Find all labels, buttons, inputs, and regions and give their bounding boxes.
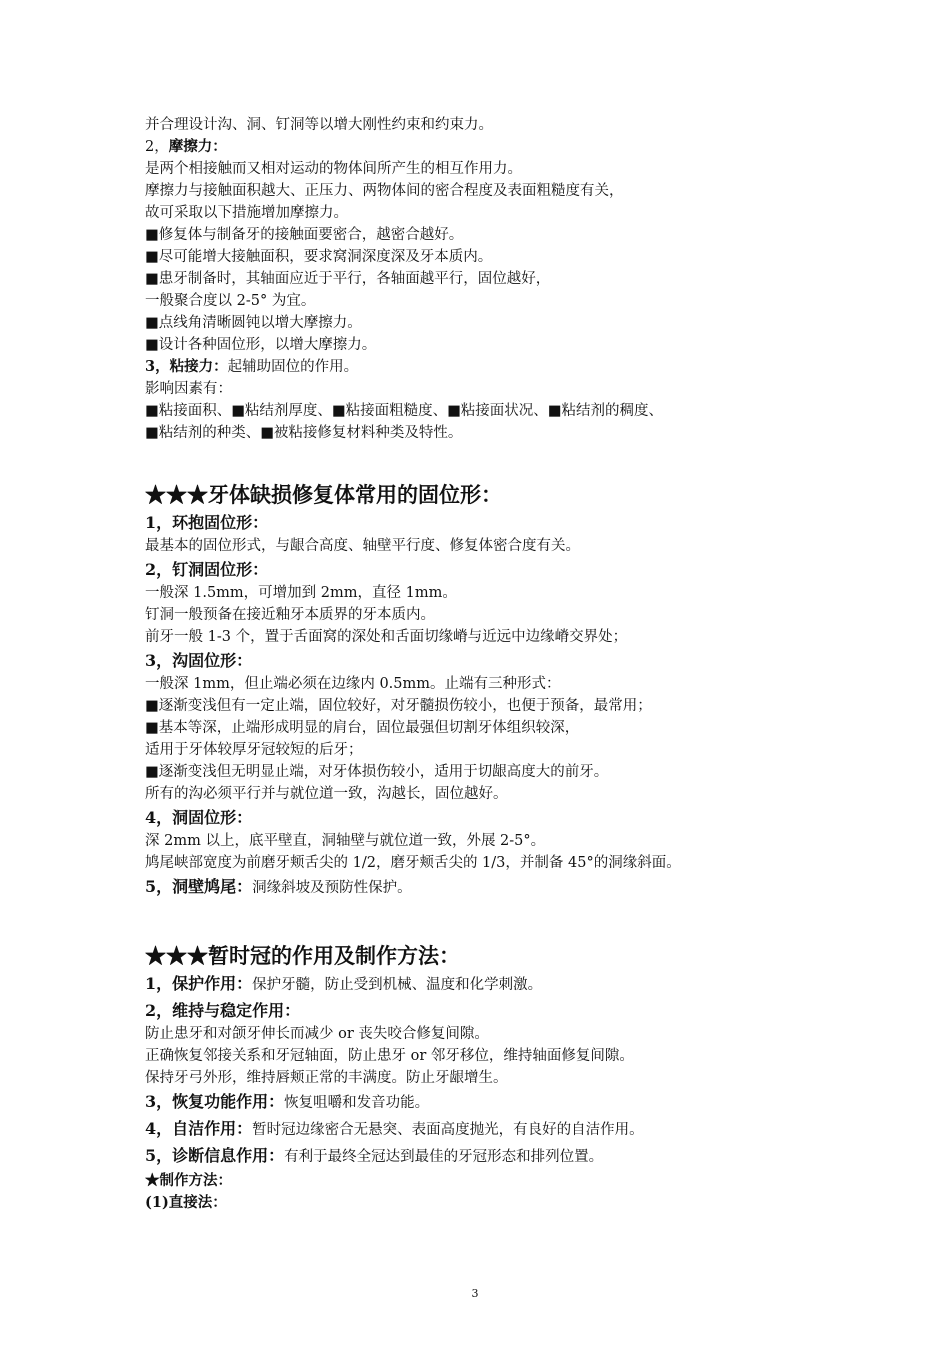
subheading-number: 2， bbox=[145, 139, 169, 155]
subheading bbox=[145, 1143, 845, 1170]
bullet-item: ■逐渐变浅但有一定止端，固位较好，对牙髓损伤较小，也便于预备，最常用； bbox=[145, 698, 652, 714]
paragraph: 一般深 1mm，但止端必须在边缘内 0.5mm。止端有三种形式： bbox=[145, 676, 561, 692]
paragraph: 鸠尾峡部宽度为前磨牙颊舌尖的 1/2，磨牙颊舌尖的 1/3，并制备 45°的洞缘斜面。 bbox=[145, 855, 681, 871]
bullet-item: ■修复体与制备牙的接触面要密合，越密合越好。 bbox=[145, 227, 464, 243]
subheading: 2，维持与稳定作用： bbox=[145, 1001, 301, 1020]
bullet-item: ■粘接面积、■粘结剂厚度、■粘接面粗糙度、■粘接面状况、■粘结剂的稠度、 bbox=[145, 403, 663, 419]
subheading-number: 3， bbox=[145, 358, 170, 375]
page-number: 3 bbox=[471, 1287, 479, 1300]
method-direct-title: (1)直接法： bbox=[145, 1194, 227, 1211]
method-heading bbox=[145, 1170, 845, 1192]
paragraph: 影响因素有： bbox=[145, 381, 232, 397]
paragraph: 所有的沟必须平行并与就位道一致，沟越长，固位越好。 bbox=[145, 786, 508, 802]
paragraph: 深 2mm 以上，底平壁直，洞轴壁与就位道一致，外展 2-5°。 bbox=[145, 833, 546, 849]
section-title-retention-forms: ★★★牙体缺损修复体常用的固位形： bbox=[145, 482, 502, 507]
paragraph: 钉洞一般预备在接近釉牙本质界的牙本质内。 bbox=[145, 607, 435, 623]
subheading-desc: 保护牙髓，防止受到机械、温度和化学刺激。 bbox=[252, 977, 543, 993]
subheading-title: 1，保护作用： bbox=[145, 974, 253, 993]
section-title-temporary-crown: ★★★暂时冠的作用及制作方法： bbox=[145, 943, 460, 968]
paragraph: 前牙一般 1-3 个，置于舌面窝的深处和舌面切缘嵴与近远中边缘嵴交界处； bbox=[145, 629, 628, 645]
subheading-desc: 洞缘斜坡及预防性保护。 bbox=[252, 880, 412, 896]
subheading-adhesion bbox=[145, 356, 845, 378]
paragraph: 防止患牙和对颌牙伸长而减少 or 丧失咬合修复间隙。 bbox=[145, 1026, 489, 1042]
paragraph: 保持牙弓外形，维持唇颊正常的丰满度。防止牙龈增生。 bbox=[145, 1070, 508, 1086]
bullet-item: ■逐渐变浅但无明显止端，对牙体损伤较小，适用于切龈高度大的前牙。 bbox=[145, 764, 609, 780]
paragraph: 适用于牙体较厚牙冠较短的后牙； bbox=[145, 742, 363, 758]
paragraph: 一般深 1.5mm，可增加到 2mm，直径 1mm。 bbox=[145, 585, 457, 601]
subheading-desc: 有利于最终全冠达到最佳的牙冠形态和排列位置。 bbox=[284, 1149, 604, 1165]
document-page bbox=[145, 114, 845, 1214]
subheading: 2，钉洞固位形： bbox=[145, 560, 269, 579]
paragraph: 一般聚合度以 2-5° 为宜。 bbox=[145, 293, 316, 309]
bullet-item: ■基本等深，止端形成明显的肩台，固位最强但切割牙体组织较深， bbox=[145, 720, 580, 736]
subheading-title: 4，自洁作用： bbox=[145, 1119, 253, 1138]
method-title: ★制作方法： bbox=[145, 1172, 232, 1189]
subheading-title: 5，洞壁鸠尾： bbox=[145, 877, 253, 896]
paragraph: 正确恢复邻接关系和牙冠轴面，防止患牙 or 邻牙移位，维持轴面修复间隙。 bbox=[145, 1048, 634, 1064]
paragraph: 摩擦力与接触面积越大、正压力、两物体间的密合程度及表面粗糙度有关， bbox=[145, 183, 624, 199]
subheading-desc: 暂时冠边缘密合无悬突、表面高度抛光，有良好的自洁作用。 bbox=[252, 1122, 644, 1138]
subheading bbox=[145, 1116, 845, 1143]
subheading: 3，沟固位形： bbox=[145, 651, 253, 670]
bullet-item: ■设计各种固位形，以增大摩擦力。 bbox=[145, 337, 377, 353]
subheading-desc: 恢复咀嚼和发音功能。 bbox=[284, 1095, 430, 1111]
subheading: 4，洞固位形： bbox=[145, 808, 253, 827]
bullet-item: ■点线角清晰圆钝以增大摩擦力。 bbox=[145, 315, 362, 331]
subheading bbox=[145, 971, 845, 998]
subheading-title: 3，恢复功能作用： bbox=[145, 1092, 285, 1111]
subheading-title: 粘接力： bbox=[169, 358, 228, 375]
subheading: 1，环抱固位形： bbox=[145, 513, 269, 532]
subheading-friction bbox=[145, 136, 845, 158]
bullet-item: ■粘结剂的种类、■被粘接修复材料种类及特性。 bbox=[145, 425, 463, 441]
bullet-item: ■尽可能增大接触面积，要求窝洞深度深及牙本质内。 bbox=[145, 249, 493, 265]
subheading-desc: 起辅助固位的作用。 bbox=[227, 359, 359, 375]
subheading bbox=[145, 874, 845, 901]
subheading bbox=[145, 1089, 845, 1116]
bullet-item: ■患牙制备时，其轴面应近于平行，各轴面越平行，固位越好， bbox=[145, 271, 551, 287]
paragraph: 最基本的固位形式，与龈合高度、轴壁平行度、修复体密合度有关。 bbox=[145, 538, 580, 554]
method-subheading bbox=[145, 1192, 845, 1214]
paragraph: 并合理设计沟、洞、钉洞等以增大刚性约束和约束力。 bbox=[145, 117, 493, 133]
paragraph: 是两个相接触而又相对运动的物体间所产生的相互作用力。 bbox=[145, 161, 522, 177]
subheading-title: 摩擦力： bbox=[168, 138, 227, 155]
subheading-title: 5，诊断信息作用： bbox=[145, 1146, 285, 1165]
paragraph: 故可采取以下措施增加摩擦力。 bbox=[145, 205, 348, 221]
